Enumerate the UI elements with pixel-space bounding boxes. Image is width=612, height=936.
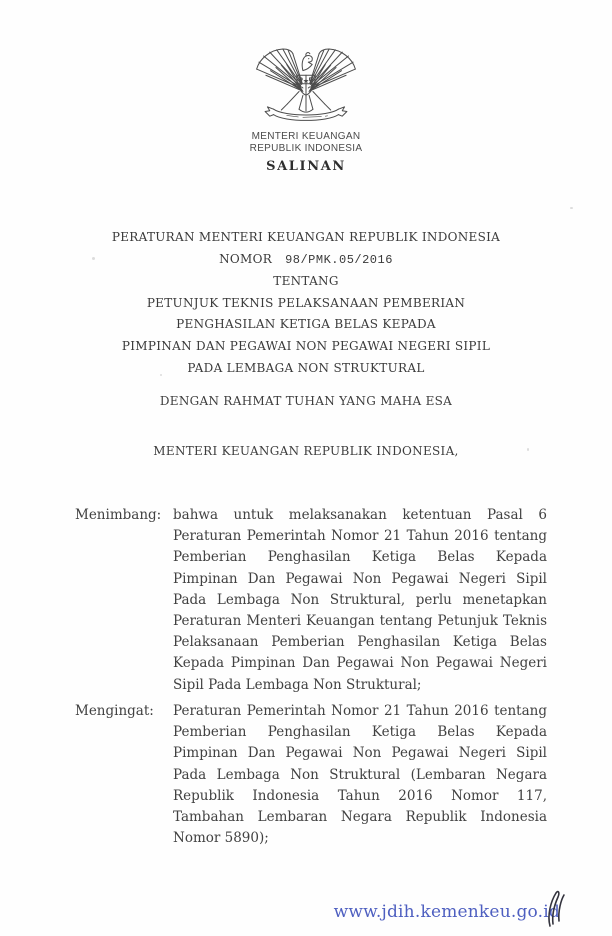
number-value: 98/PMK.05/2016 — [285, 252, 393, 267]
considerations-label: Menimbang: — [75, 507, 162, 523]
subject-line-4: PADA LEMBAGA NON STRUKTURAL — [187, 360, 425, 375]
legal-basis-clause — [75, 701, 547, 849]
scan-noise-speck — [160, 374, 162, 376]
handwritten-paraph-icon — [542, 889, 568, 929]
republic-name: REPUBLIK INDONESIA — [249, 142, 363, 154]
jdih-watermark-url: www.jdih.kemenkeu.go.id — [333, 902, 560, 922]
about-label: TENTANG — [273, 274, 339, 289]
legal-basis-label: Mengingat: — [75, 703, 154, 719]
title-block — [0, 227, 612, 379]
regulation-title: PERATURAN MENTERI KEUANGAN REPUBLIK INDONESIA — [111, 230, 501, 244]
ministry-name: MENTERI KEUANGAN — [251, 131, 361, 142]
issuer-line: MENTERI KEUANGAN REPUBLIK INDONESIA, — [153, 444, 459, 458]
scan-noise-speck — [570, 207, 573, 209]
subject-line-3: PIMPINAN DAN PEGAWAI NON PEGAWAI NEGERI SIPIL — [121, 338, 491, 353]
considerations-text: bahwa untuk melaksanakan ketentuan Pasal 6 Peraturan Pemerintah Nomor 21 Tahun 2016 tentang Pemberian Penghasilan Ketiga Belas Kepada Pimpinan Dan Pegawai Non Pegawai Negeri Sipil Pada Lembaga Non Struktural, perlu menetapkan Peraturan Menteri Keuangan tentang Petunjuk Teknis Pelaksanaan Pemberian Penghasilan Ketiga Belas Kepada Pimpinan Dan Pegawai Non Pegawai Negeri Sipil Pada Lembaga Non Struktural; — [173, 507, 547, 693]
regulation-number-line — [0, 249, 612, 272]
legal-basis-text: Peraturan Pemerintah Nomor 21 Tahun 2016 tentang Pemberian Penghasilan Ketiga Belas Kepada Pimpinan Dan Pegawai Non Pegawai Negeri Sipil Pada Lembaga Non Struktural (Lembaran Negara Republik Indonesia Tahun 2016 Nomor 117, Tambahan Lembaran Negara Republik Indonesia Nomor 5890); — [173, 703, 547, 847]
scan-noise-speck — [527, 448, 529, 451]
letterhead — [0, 131, 612, 154]
subject-line-2: PENGHASILAN KETIGA BELAS KEPADA — [176, 317, 436, 332]
copy-stamp: SALINAN — [266, 159, 346, 174]
scan-noise-speck — [92, 257, 95, 260]
invocation-line: DENGAN RAHMAT TUHAN YANG MAHA ESA — [159, 394, 453, 408]
considerations-clause — [75, 505, 547, 696]
subject-line-1: PETUNJUK TEKNIS PELAKSANAAN PEMBERIAN — [146, 295, 466, 310]
number-label: NOMOR — [219, 251, 273, 266]
garuda-pancasila-emblem-icon — [252, 46, 360, 130]
